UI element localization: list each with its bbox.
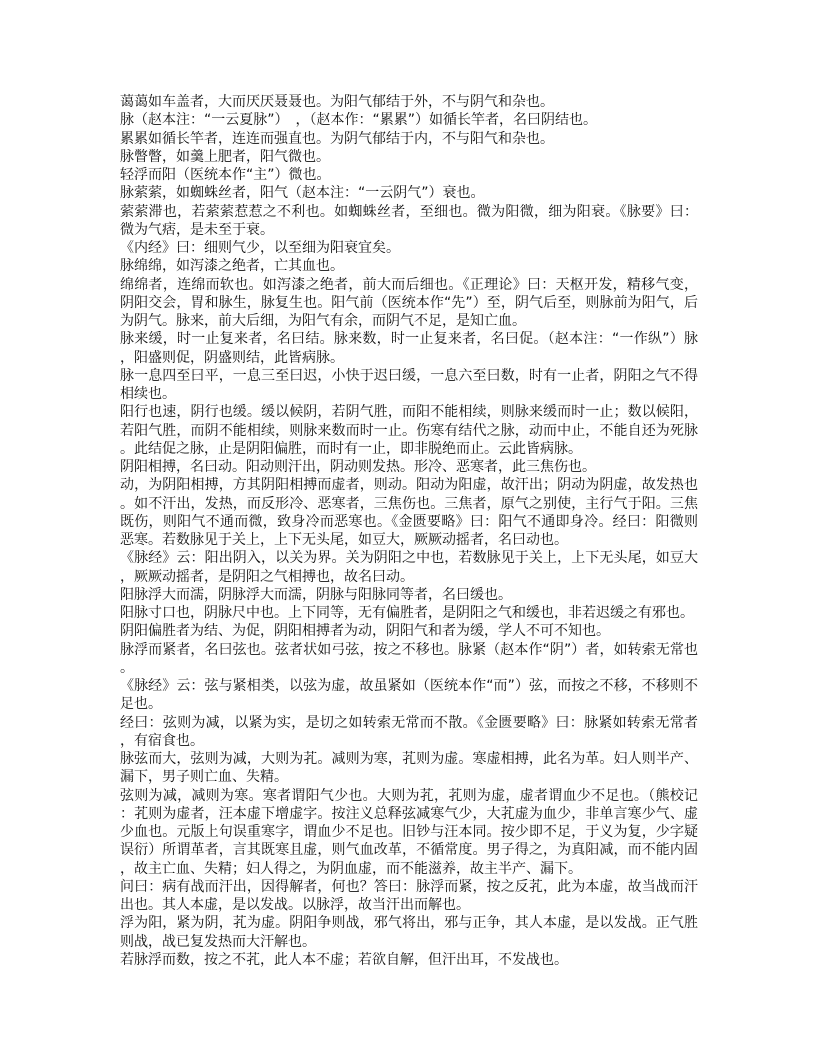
paragraph-11: 脉来缓，时一止复来者，名曰结。脉来数，时一止复来者，名曰促。（赵本注：“一作纵”）脉，阳盛则促，阴盛则结，此皆病脉。 — [120, 331, 698, 366]
paragraph-15: 动，为阴阳相搏，方其阴阳相搏而虚者，则动。阳动为阳虚，故汗出；阴动为阴虚，故发热也。如不汗出，发热，而反形冷、恶寒者，三焦伤也。三焦者，原气之别使，主行气于阳。三焦既伤，则阳气不通而微，致身冷而恶寒也。《金匮要略》曰：阳气不通即身冷。经曰：阳微则恶寒。若数脉见于关上，上下无头尾，如豆大，厥厥动摇者，名曰动也。 — [120, 477, 698, 548]
paragraph-8: 《内经》曰：细则气少，以至细为阳衰宜矣。 — [120, 240, 400, 256]
paragraph-2: 脉（赵本注：“一云夏脉”） ，（赵本作：“累累”）如循长竿者，名曰阴结也。 — [120, 112, 598, 129]
paragraph-10: 绵绵者，连绵而软也。如泻漆之绝者，前大而后细也。《正理论》曰：天枢开发，精移气变，阴阳交会，胃和脉生，脉复生也。阳气前（医统本作“先”）至，阴气后至，则脉前为阳气，后为阴气。脉来，前大后细，为阳气有余，而阴气不足，是知亡血。 — [120, 276, 698, 329]
paragraph-19: 阴阳偏胜者为结、为促，阴阳相搏者为动，阴阳气和者为缓，学人不可不知也。 — [120, 623, 610, 640]
paragraph-27: 若脉浮而数，按之不芤，此人本不虚；若欲自解，但汗出耳，不发战也。 — [120, 951, 568, 968]
paragraph-21: 《脉经》云：弦与紧相类，以弦为虚，故虽紧如（医统本作“而”）弦，而按之不移，不移则不足也。 — [120, 678, 698, 713]
paragraph-5: 轻浮而阳（医统本作“主”）微也。 — [120, 167, 331, 183]
paragraph-25: 问曰：病有战而汗出，因得解者，何也？答曰：脉浮而紧，按之反芤，此为本虚，故当战而汗出也。其人本虚，是以发战。以脉浮，故当汗出而解也。 — [120, 878, 698, 913]
paragraph-13: 阳行也速，阴行也缓。缓以候阴，若阴气胜，而阳不能相续，则脉来缓而时一止；数以候阳，若阳气胜，而阴不能相续，则脉来数而时一止。伤寒有结代之脉，动而中止，不能自还为死脉。此结促之脉，止是阴阳偏胜，而时有一止，即非脱绝而止。云此皆病脉。 — [120, 404, 698, 457]
paragraph-20: 脉浮而紧者，名曰弦也。弦者状如弓弦，按之不移也。脉紧（赵本作“阴”）者，如转索无常也。 — [120, 641, 698, 676]
paragraph-26: 浮为阳，紧为阴，芤为虚。阴阳争则战，邪气将出，邪与正争，其人本虚，是以发战。正气胜则战，战已复发热而大汗解也。 — [120, 915, 698, 950]
paragraph-16: 《脉经》云：阳出阴入，以关为界。关为阴阳之中也，若数脉见于关上，上下无头尾，如豆大，厥厥动摇者，是阴阳之气相搏也，故名曰动。 — [120, 550, 698, 585]
paragraph-3: 累累如循长竿者，连连而强直也。为阴气郁结于内，不与阳气和杂也。 — [120, 130, 554, 147]
paragraph-4: 脉瞥瞥，如羹上肥者，阳气微也。 — [120, 148, 330, 165]
document-page — [120, 93, 698, 969]
paragraph-23: 脉弦而大，弦则为减，大则为芤。减则为寒，芤则为虚。寒虚相搏，此名为革。妇人则半产、漏下，男子则亡血、失精。 — [120, 751, 698, 786]
paragraph-12: 脉一息四至曰平，一息三至曰迟，小快于迟曰缓，一息六至曰数，时有一止者，阴阳之气不得相续也。 — [120, 367, 698, 402]
paragraph-7: 萦萦滞也，若萦萦惹惹之不利也。如蜘蛛丝者，至细也。微为阳微，细为阳衰。《脉要》曰：微为气痞，是未至于衰。 — [120, 203, 698, 238]
paragraph-22: 经曰：弦则为减，以紧为实，是切之如转索无常而不散。《金匮要略》曰：脉紧如转索无常者，有宿食也。 — [120, 714, 698, 749]
paragraph-1: 蔼蔼如车盖者，大而厌厌聂聂也。为阳气郁结于外，不与阴气和杂也。 — [120, 94, 554, 110]
paragraph-14: 阴阳相搏，名曰动。阳动则汗出，阴动则发热。形冷、恶寒者，此三焦伤也。 — [120, 459, 596, 475]
paragraph-17: 阳脉浮大而濡，阴脉浮大而濡，阴脉与阳脉同等者，名曰缓也。 — [120, 586, 512, 603]
paragraph-6: 脉萦萦，如蜘蛛丝者，阳气（赵本注：“一云阴气”）衰也。 — [120, 185, 485, 202]
paragraph-18: 阳脉寸口也，阴脉尺中也。上下同等，无有偏胜者，是阴阳之气和缓也，非若迟缓之有邪也。 — [120, 605, 694, 621]
paragraph-9: 脉绵绵，如泻漆之绝者，亡其血也。 — [120, 258, 344, 275]
paragraph-24: 弦则为减，减则为寒。寒者谓阳气少也。大则为芤，芤则为虚，虚者谓血少不足也。（熊校记：芤则为虚者，汪本虚下增虚字。按注义总释弦减寒气少，大芤虚为血少，非单言寒少气、虚少血也。元版上句误重寒字，谓血少不足也。旧钞与汪本同。按少即不足，于义为复，少字疑误衍）所谓革者，言其既寒且虚，则气血改革，不循常度。男子得之，为真阳减，而不能内固，故主亡血、失精；妇人得之，为阴血虚，而不能滋养，故主半产、漏下。 — [120, 787, 698, 877]
